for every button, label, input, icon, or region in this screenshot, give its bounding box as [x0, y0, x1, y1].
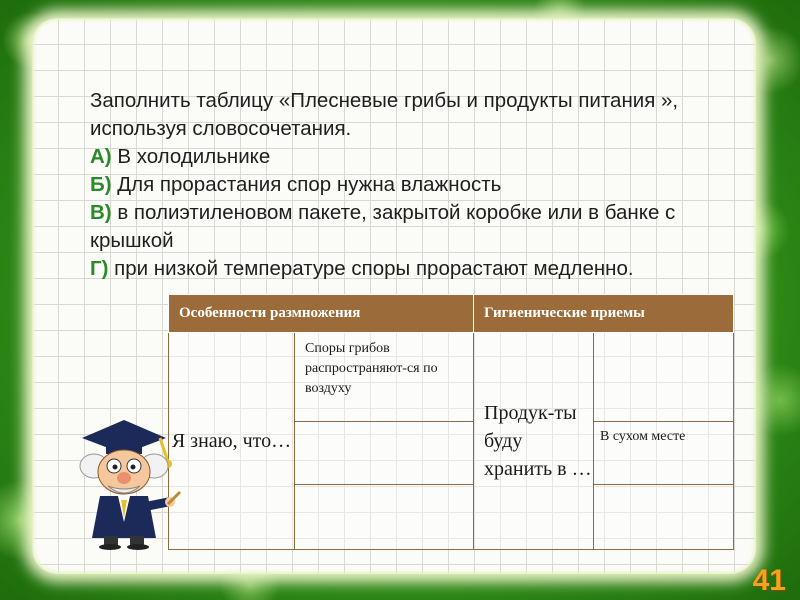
i-know-label: Я знаю, что…	[169, 333, 295, 550]
dry-place-cell: В сухом месте	[594, 422, 734, 484]
item-letter: Б)	[90, 173, 112, 196]
blank-cell[interactable]	[295, 422, 474, 484]
spores-cell: Споры грибов распространяют-ся по воздуху	[295, 333, 474, 422]
fill-in-table	[168, 294, 734, 550]
item-text: при низкой температуре споры прорастают медленно.	[114, 257, 634, 280]
professor-illustration	[64, 410, 182, 550]
blank-cell[interactable]	[295, 484, 474, 549]
item-letter: Г)	[90, 257, 109, 280]
products-label: Продук-ты буду хранить в …	[474, 333, 594, 550]
task-item-a	[90, 143, 750, 171]
header-hygiene: Гигиенические приемы	[474, 295, 734, 333]
item-letter: В)	[90, 201, 112, 224]
task-intro: Заполнить таблицу «Плесневые грибы и продукты питания », используя словосочетания.	[90, 89, 679, 140]
item-letter: А)	[90, 145, 112, 168]
item-text: в полиэтиленовом пакете, закрытой коробке или в банке с крышкой	[90, 201, 676, 252]
task-text	[90, 87, 750, 283]
item-text: Для прорастания спор нужна влажность	[117, 173, 502, 196]
item-text: В холодильнике	[117, 145, 271, 168]
header-reproduction: Особенности размножения	[169, 295, 474, 333]
blank-cell[interactable]	[594, 484, 734, 549]
blank-cell[interactable]	[594, 333, 734, 422]
slide-number: 41	[752, 564, 786, 597]
task-item-g	[90, 255, 750, 283]
task-item-v	[90, 199, 750, 255]
task-item-b	[90, 171, 750, 199]
